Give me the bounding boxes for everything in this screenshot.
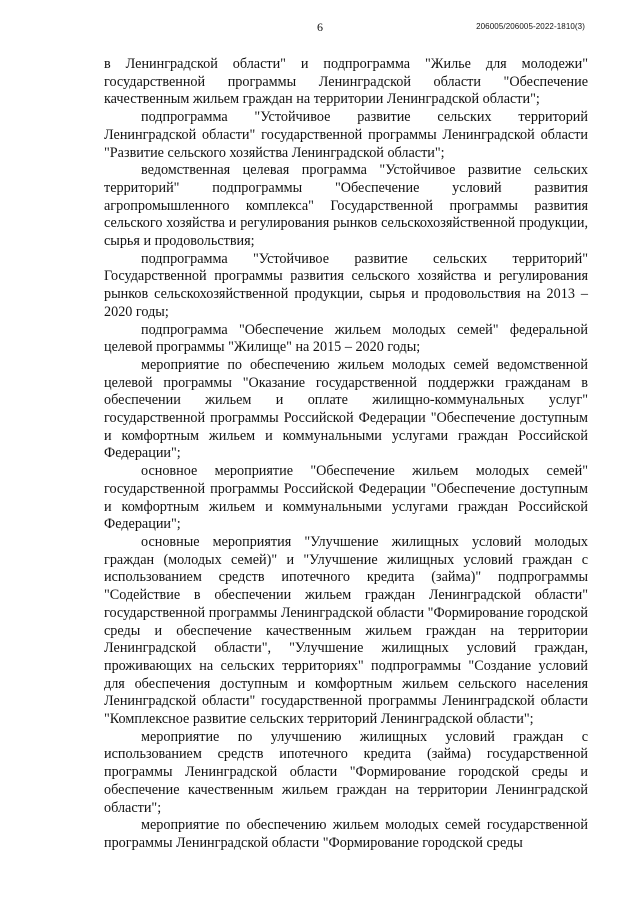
paragraph: подпрограмма "Устойчивое развитие сельских территорий" Государственной программы развития сельского хозяйства и регулирования рынков сельскохозяйственной продукции, сырья и продовольствия на 2013 – 2020 годы; — [104, 250, 588, 320]
document-body — [104, 56, 588, 853]
paragraph: подпрограмма "Устойчивое развитие сельских территорий Ленинградской области" государственной программы Ленинградской области "Развитие сельского хозяйства Ленинградской области"; — [104, 109, 588, 161]
paragraph: мероприятие по обеспечению жильем молодых семей ведомственной целевой программы "Оказание государственной поддержки гражданам в обеспечении жильем и оплате жилищно-коммунальных услуг" государственной программы Российской Федерации "Обеспечение доступным и комфортным жильем и коммунальными услугами граждан Российской Федерации"; — [104, 356, 588, 462]
paragraph: подпрограмма "Обеспечение жильем молодых семей" федеральной целевой программы "Жилище" на 2015 – 2020 годы; — [104, 321, 588, 356]
paragraph: основное мероприятие "Обеспечение жильем молодых семей" государственной программы Российской Федерации "Обеспечение доступным и комфортным жильем и коммунальными услугами граждан Российской Федерации"; — [104, 463, 588, 533]
paragraph: основные мероприятия "Улучшение жилищных условий молодых граждан (молодых семей)" и "Улучшение жилищных условий граждан с использованием средств ипотечного кредита (займа)" подпрограммы "Содействие в обеспечении жильем граждан Ленинградской области" государственной программы Ленинградской области "Формирование городской среды и обеспечение качественным жильем граждан на территории Ленинградской области", "Улучшение жилищных условий граждан, проживающих на сельских территориях" подпрограммы "Создание условий для обеспечения доступным и комфортным жильем сельского населения Ленинградской области" государственной программы Ленинградской области "Комплексное развитие сельских территорий Ленинградской области"; — [104, 533, 588, 728]
paragraph: в Ленинградской области" и подпрограмма "Жилье для молодежи" государственной программы Ленинградской области "Обеспечение качественным жильем граждан на территории Ленинградской области"; — [104, 56, 588, 108]
page-number: 6 — [317, 20, 323, 34]
paragraph: мероприятие по улучшению жилищных условий граждан с использованием средств ипотечного кредита (займа) государственной программы Ленинградской области "Формирование городской среды и обеспечение качественным жильем граждан на территории Ленинградской области"; — [104, 728, 588, 816]
document-code: 206005/206005-2022-1810(3) — [476, 22, 585, 31]
paragraph: ведомственная целевая программа "Устойчивое развитие сельских территорий" подпрограммы "Обеспечение условий развития агропромышленного комплекса" Государственной программы развития сельского хозяйства и регулирования рынков сельскохозяйственной продукции, сырья и продовольствия; — [104, 162, 588, 250]
paragraph: мероприятие по обеспечению жильем молодых семей государственной программы Ленинградской области "Формирование городской среды — [104, 817, 588, 851]
